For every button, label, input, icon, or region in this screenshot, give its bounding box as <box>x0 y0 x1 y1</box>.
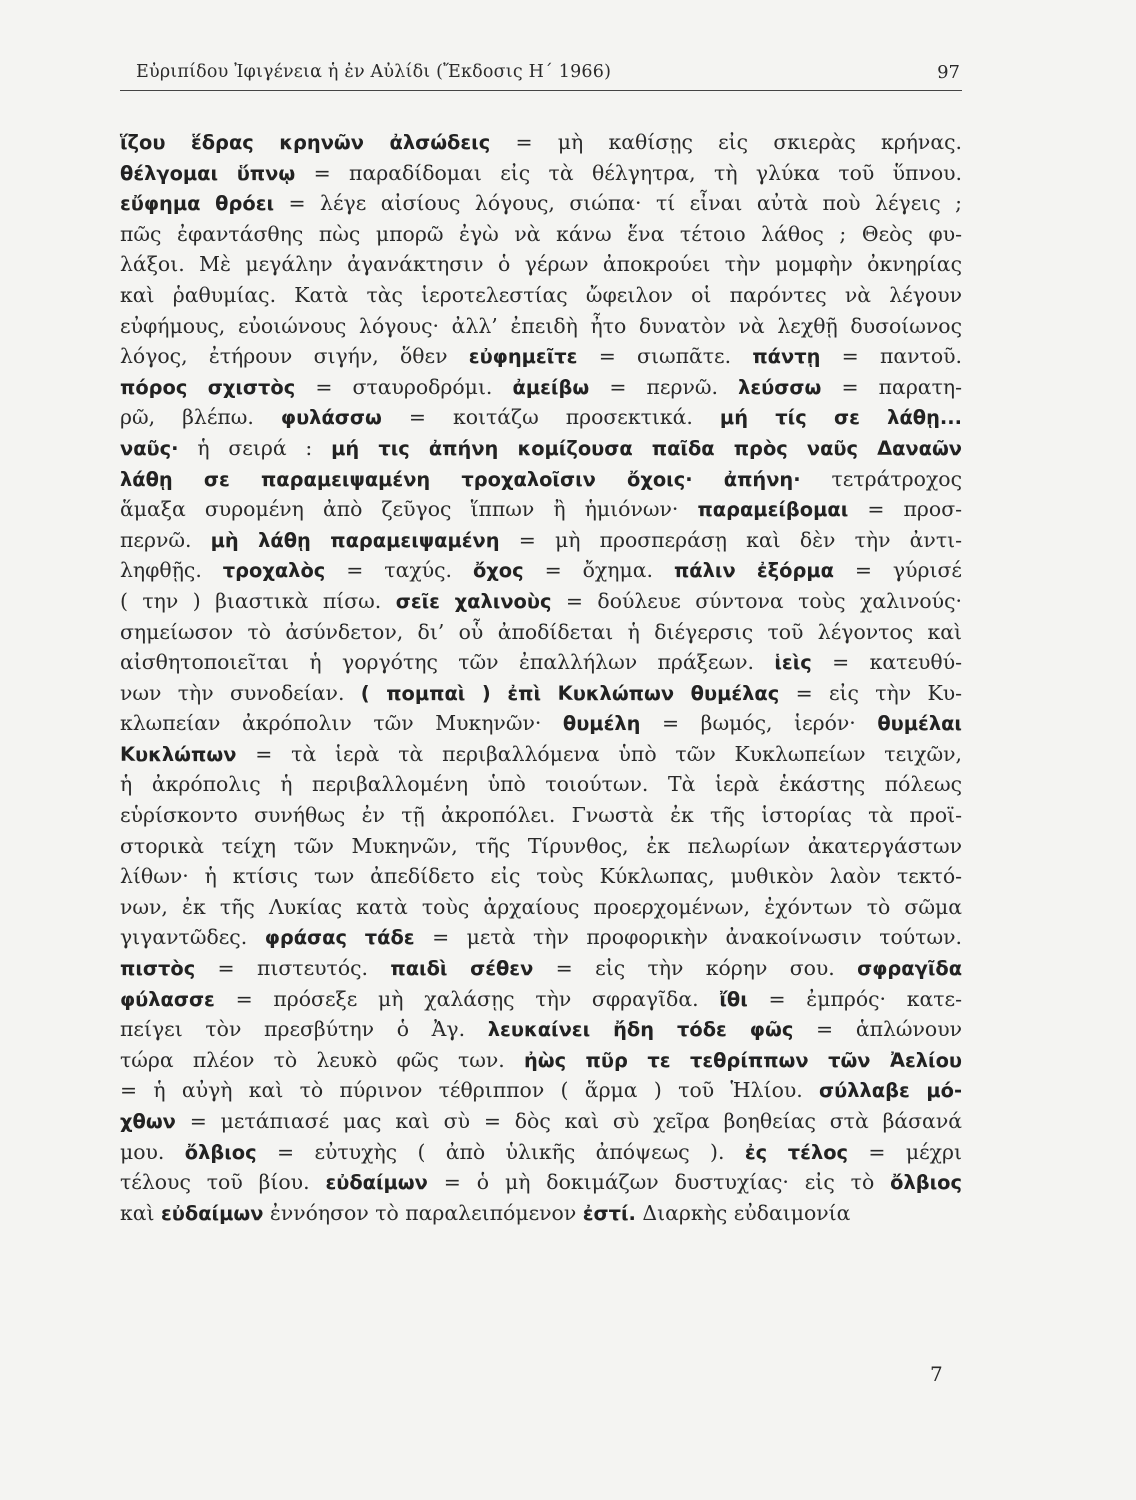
lemma-headword: πάλιν ἐξόρμα <box>673 559 834 583</box>
lemma-headword: ναῦς· <box>120 436 179 460</box>
text-line <box>120 1198 962 1229</box>
lemma-headword: ἱεὶς <box>774 651 812 675</box>
text-line <box>120 188 962 219</box>
lemma-headword: σύλλαβε μό- <box>819 1079 962 1103</box>
text-line <box>120 1045 962 1076</box>
gloss-text: = ὁ μὴ δοκιμάζων δυστυχίας· εἰς τὸ <box>427 1170 891 1195</box>
lemma-headword: θυμέλαι <box>877 712 962 736</box>
gloss-text: = κατευθύ- <box>811 650 962 675</box>
running-head <box>120 58 962 91</box>
text-line <box>120 739 962 770</box>
gloss-text: ἅμαξα συρομένη ἀπὸ ζεῦγος ἵππων ἢ ἡμιόνων· <box>120 497 698 522</box>
gloss-text: = περνῶ. <box>589 374 739 399</box>
gloss-text: = ἐμπρός· κατε- <box>747 986 962 1011</box>
text-line <box>120 1075 962 1106</box>
gloss-text: ἐννόησον τὸ παραλειπόμενον <box>263 1200 583 1225</box>
lemma-headword: ἴθι <box>719 987 748 1011</box>
gloss-text: πείγει τὸν πρεσβύτην ὁ Ἀγ. <box>120 1017 488 1042</box>
page-number: 97 <box>937 62 960 83</box>
lemma-headword: ὄλβιος <box>890 1171 962 1195</box>
lemma-headword: ἐστί. <box>582 1201 636 1225</box>
gloss-text: νων τὴν συνοδείαν. <box>120 680 361 705</box>
gloss-text: = μὴ καθίσῃς εἰς σκιερὰς κρήνας. <box>490 130 962 154</box>
gloss-text: ἡ σειρά : <box>178 435 332 460</box>
text-line <box>120 769 962 800</box>
text-line <box>120 433 962 464</box>
gloss-text: = παρατη- <box>821 374 962 399</box>
gloss-text: τέλους τοῦ βίου. <box>120 1170 326 1195</box>
text-line <box>120 372 962 403</box>
gloss-text: = δούλευε σύντονα τοὺς χαλινούς· <box>551 588 962 613</box>
gloss-text: λόγος, ἐτήρουν σιγήν, ὅθεν <box>120 344 469 369</box>
lemma-headword: φύλασσε <box>120 987 215 1011</box>
text-line <box>120 464 962 495</box>
lemma-headword: σεῖε χαλινοὺς <box>395 589 552 613</box>
lemma-headword: εὐδαίμων <box>161 1201 264 1225</box>
text-line <box>120 158 962 189</box>
gloss-text: = βωμός, ἱερόν· <box>640 711 878 736</box>
lemma-headword: Κυκλώπων <box>120 742 237 766</box>
lemma-headword: φράσας τάδε <box>264 926 415 950</box>
lemma-headword: σφραγῖδα <box>857 957 963 981</box>
gloss-text: = τὰ ἱερὰ τὰ περιβαλλόμενα ὑπὸ τῶν Κυκλωπείων τειχῶν, <box>236 741 962 766</box>
text-line <box>120 1106 962 1137</box>
lemma-headword: παιδὶ σέθεν <box>390 957 534 981</box>
lemma-headword: θυμέλη <box>562 712 641 736</box>
gloss-text: καὶ <box>120 1200 161 1225</box>
lemma-headword: ἠὼς πῦρ τε τεθρίππων τῶν Ἀελίου <box>523 1048 963 1072</box>
gloss-text: = μετὰ τὴν προφορικὴν ἀνακοίνωσιν τούτων. <box>414 925 962 950</box>
gloss-text: τώρα πλέον τὸ λευκὸ φῶς των. <box>120 1047 524 1072</box>
lemma-headword: τροχαλὸς <box>222 559 326 583</box>
signature-mark: 7 <box>930 1362 943 1386</box>
gloss-text: = ἡ αὐγὴ καὶ τὸ πύρινον τέθριππον ( ἅρμα ) τοῦ Ἡλίου. <box>120 1078 820 1103</box>
text-line <box>120 922 962 953</box>
gloss-text: ρῶ, βλέπω. <box>120 405 281 430</box>
gloss-text: = εἰς τὴν Κυ- <box>779 680 963 705</box>
lemma-headword: ( πομπαὶ ) ἐπὶ Κυκλώπων θυμέλας <box>360 681 780 705</box>
gloss-text: Διαρκὴς εὐδαιμονία <box>635 1200 851 1225</box>
gloss-text: = μὴ προσπεράσῃ καὶ δὲν τὴν ἀντι- <box>499 527 962 552</box>
text-line <box>120 311 962 342</box>
text-line <box>120 892 962 923</box>
lemma-headword: εὐφημεῖτε <box>468 345 578 369</box>
gloss-text: πῶς ἐφαντάσθης πὼς μπορῶ ἐγὼ νὰ κάνω ἕνα τέτοιο λάθος ; Θεὸς φυ- <box>120 221 962 246</box>
text-line <box>120 647 962 678</box>
gloss-text: εὐφήμους, εὐοιώνους λόγους· ἀλλ’ ἐπειδὴ ἦτο δυνατὸν νὰ λεχθῇ δυσοίωνος <box>120 313 962 338</box>
commentary-body <box>120 127 962 1228</box>
gloss-text: = πιστευτός. <box>195 956 391 981</box>
gloss-text: = ταχύς. <box>325 558 473 583</box>
lemma-headword: μὴ λάθῃ παραμειψαμένη <box>210 528 500 552</box>
lemma-headword: ἵζου ἕδρας κρηνῶν ἀλσώδεις <box>120 131 491 154</box>
lemma-headword: μή τις ἀπήνη κομίζουσα παῖδα πρὸς ναῦς Δαναῶν <box>331 436 962 460</box>
gloss-text: κλωπείαν ἀκρόπολιν τῶν Μυκηνῶν· <box>120 711 563 736</box>
gloss-text: = ὄχημα. <box>523 558 674 583</box>
text-line <box>120 1167 962 1198</box>
lemma-headword: ἐς τέλος <box>744 1140 849 1164</box>
lemma-headword: παραμείβομαι <box>697 498 849 522</box>
lemma-headword: εὔφημα θρόει <box>120 192 275 216</box>
gloss-text: = εἰς τὴν κόρην σου. <box>533 956 858 981</box>
lemma-headword: ὄχος <box>472 559 524 583</box>
lemma-headword: πόρος σχιστὸς <box>120 375 296 399</box>
gloss-text: = μετάπιασέ μας καὶ σὺ = δὸς καὶ σὺ χεῖρα βοηθείας στὰ βάσανά <box>175 1109 962 1133</box>
gloss-text: ἡ ἀκρόπολις ἡ περιβαλλομένη ὑπὸ τοιούτων. Τὰ ἱερὰ ἑκάστης πόλεως <box>120 772 962 797</box>
lemma-headword: λεύσσω <box>738 375 822 399</box>
text-line <box>120 219 962 250</box>
text-line <box>120 1137 962 1168</box>
gloss-text: = σταυροδρόμι. <box>295 374 513 399</box>
gloss-text: στορικὰ τείχη τῶν Μυκηνῶν, τῆς Τίρυνθος, ἐκ πελωρίων ἀκατεργάστων <box>120 833 962 858</box>
gloss-text: γιγαντῶδες. <box>120 925 265 950</box>
lemma-headword: λάθῃ σε παραμειψαμένη τροχαλοῖσιν ὄχοις· ἀπήνη· <box>120 467 801 491</box>
lemma-headword: πάντῃ <box>752 345 821 369</box>
lemma-headword: ὄλβιος <box>184 1140 257 1164</box>
lemma-headword: ἀμείβω <box>512 375 590 399</box>
text-line <box>120 953 962 984</box>
running-head-title: Εὐριπίδου Ἰφιγένεια ἡ ἐν Αὐλίδι (Ἔκδοσις Η΄ 1966) <box>136 62 612 82</box>
text-line <box>120 800 962 831</box>
text-line <box>120 831 962 862</box>
text-line <box>120 127 962 158</box>
gloss-text: νων, ἐκ τῆς Λυκίας κατὰ τοὺς ἀρχαίους προερχομένων, ἐχόντων τὸ σῶμα <box>120 894 962 919</box>
gloss-text: = ἁπλώνουν <box>793 1017 962 1042</box>
gloss-text: = σιωπᾶτε. <box>577 344 753 369</box>
gloss-text: σημείωσον τὸ ἀσύνδετον, δι’ οὗ ἀποδίδεται ἡ διέγερσις τοῦ λέγοντος καὶ <box>120 619 962 644</box>
lemma-headword: λευκαίνει ἤδη τόδε φῶς <box>487 1018 794 1042</box>
text-line <box>120 555 962 586</box>
gloss-text: λάξοι. Μὲ μεγάλην ἀγανάκτησιν ὁ γέρων ἀποκρούει τὴν μομφὴν ὀκνηρίας <box>120 252 962 277</box>
text-line <box>120 1014 962 1045</box>
text-line <box>120 586 962 617</box>
text-line <box>120 861 962 892</box>
text-line <box>120 341 962 372</box>
gloss-text: = εὐτυχὴς ( ἀπὸ ὑλικῆς ἀπόψεως ). <box>256 1139 745 1164</box>
lemma-headword: θέλγομαι ὕπνῳ <box>120 161 296 185</box>
gloss-text: εὑρίσκοντο συνήθως ἐν τῇ ἀκροπόλει. Γνωστὰ ἐκ τῆς ἱστορίας τὰ προϊ- <box>120 803 962 828</box>
gloss-text: = μέχρι <box>848 1139 963 1164</box>
text-line <box>120 678 962 709</box>
text-line <box>120 494 962 525</box>
gloss-text: = λέγε αἰσίους λόγους, σιώπα· τί εἶναι αὐτὰ ποὺ λέγεις ; <box>274 191 962 216</box>
gloss-text: = παντοῦ. <box>820 344 962 369</box>
text-line <box>120 617 962 648</box>
gloss-text: τετράτροχος <box>800 466 962 491</box>
gloss-text: αἰσθητοποιεῖται ἡ γοργότης τῶν ἐπαλλήλων πράξεων. <box>120 650 775 675</box>
text-line <box>120 249 962 280</box>
text-line <box>120 525 962 556</box>
text-line <box>120 984 962 1015</box>
gloss-text: ( την ) βιαστικὰ πίσω. <box>120 588 396 613</box>
gloss-text: = παραδίδομαι εἰς τὰ θέλγητρα, τὴ γλύκα τοῦ ὕπνου. <box>295 160 962 185</box>
gloss-text: λίθων· ἡ κτίσις των ἀπεδίδετο εἰς τοὺς Κύκλωπας, μυθικὸν λαὸν τεκτό- <box>120 864 962 889</box>
gloss-text: = κοιτάζω προσεκτικά. <box>381 405 720 430</box>
lemma-headword: χθων <box>120 1110 176 1133</box>
lemma-headword: πιστὸς <box>120 957 196 981</box>
lemma-headword: φυλάσσω <box>280 406 382 430</box>
lemma-headword: εὐδαίμων <box>325 1171 428 1195</box>
text-line <box>120 708 962 739</box>
text-line <box>120 402 962 433</box>
gloss-text: = πρόσεξε μὴ χαλάσῃς τὴν σφραγῖδα. <box>214 986 720 1011</box>
text-line <box>120 280 962 311</box>
gloss-text: μου. <box>120 1139 185 1164</box>
gloss-text: καὶ ῥαθυμίας. Κατὰ τὰς ἱεροτελεστίας ὤφειλον οἱ παρόντες νὰ λέγουν <box>120 282 962 307</box>
gloss-text: = γύρισέ <box>833 558 962 583</box>
gloss-text: = προσ- <box>848 497 962 522</box>
gloss-text: περνῶ. <box>120 527 211 552</box>
lemma-headword: μή τίς σε λάθῃ... <box>719 406 962 430</box>
gloss-text: ληφθῇς. <box>120 558 223 583</box>
